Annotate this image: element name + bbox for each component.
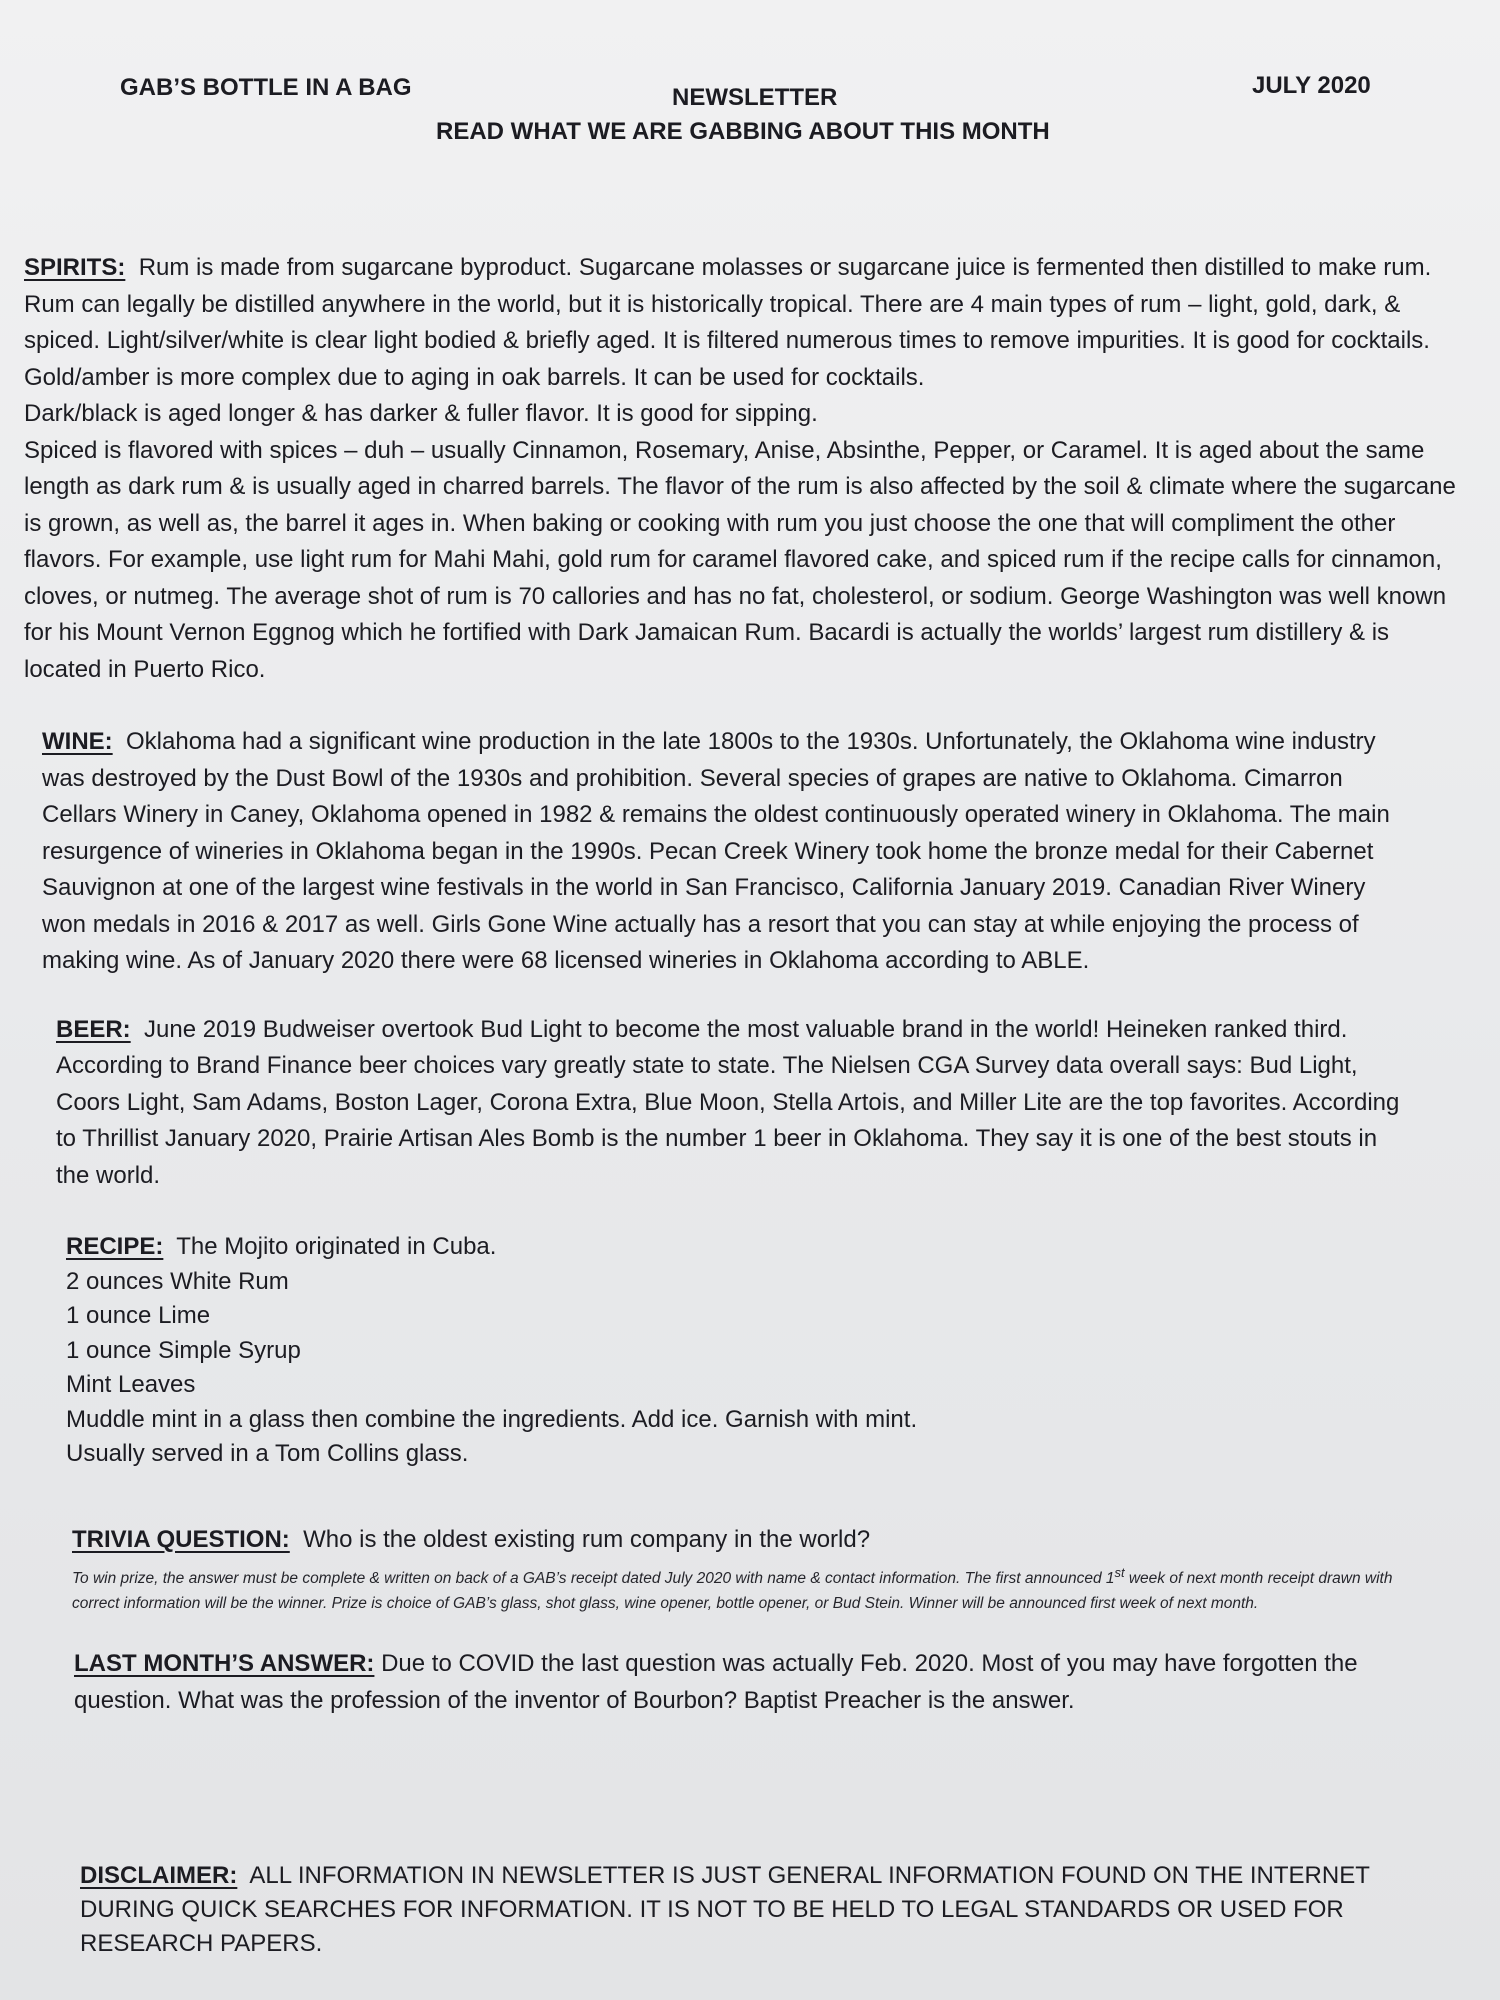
recipe-line: 1 ounce Simple Syrup (66, 1336, 301, 1364)
recipe-heading: RECIPE: (66, 1233, 164, 1260)
spirits-heading: SPIRITS: (24, 254, 126, 281)
spirits-dark: Dark/black is aged longer & has darker & fuller flavor. It is good for sipping. (24, 400, 818, 427)
trivia-rules-part1: To win prize, the answer must be complete & written on back of a GAB’s receipt dated July 2020 with name & contact information. The first announced 1 (72, 1570, 1115, 1588)
beer-heading: BEER: (56, 1015, 131, 1043)
trivia-question-line (72, 1522, 1396, 1559)
beer-section (56, 1012, 1406, 1195)
tagline: READ WHAT WE ARE GABBING ABOUT THIS MONTH (436, 118, 1050, 145)
spirits-spiced: Spiced is flavored with spices – duh – usually Cinnamon, Rosemary, Anise, Absinthe, Pepper, or Caramel. It is aged about the same length as dark rum & is usually aged in charred barrels. The flavor of the rum is also affected by the soil & climate where the sugarcane is grown, as well as, the barrel it ages in. When baking or cooking with rum you just choose the one that will compliment the other flavors. For example, use light rum for Mahi Mahi, gold rum for caramel flavored cake, and spiced rum if the recipe calls for cinnamon, cloves, or nutmeg. The average shot of rum is 70 callories and has no fat, cholesterol, or sodium. George Washington was well known for his Mount Vernon Eggnog which he fortified with Dark Jamaican Rum. Bacardi is actually the worlds’ largest rum distillery & is located in Puerto Rico. (24, 436, 1456, 683)
recipe-intro-line (66, 1230, 1396, 1265)
last-answer-section (74, 1646, 1386, 1719)
recipe-line: Usually served in a Tom Collins glass. (66, 1440, 469, 1467)
recipe-line: Mint Leaves (66, 1371, 196, 1398)
last-answer-body: Due to COVID the last question was actually Feb. 2020. Most of you may have forgotten the question. What was the profession of the inventor of Bourbon? Baptist Preacher is the answer. (74, 1650, 1358, 1714)
trivia-rules-part2: week of next month receipt drawn with correct information will be the winner. Prize is choice of GAB’s glass, shot glass, wine opener, bottle opener, or Bud Stein. Winner will be announced first week of next month. (72, 1570, 1393, 1613)
recipe-line: 1 ounce Lime (66, 1302, 211, 1329)
wine-section (42, 724, 1416, 980)
spirits-intro: Rum is made from sugarcane byproduct. Sugarcane molasses or sugarcane juice is fermented then distilled to make rum. Rum can legally be distilled anywhere in the world, but it is historically tropical. There are 4 main types of rum – light, gold, dark, & spiced. Light/silver/white is clear light bodied & briefly aged. It is filtered numerous times to remove impurities. It is good for cocktails. (24, 254, 1432, 354)
wine-heading: WINE: (42, 728, 113, 755)
spirits-section (24, 250, 1456, 688)
trivia-heading: TRIVIA QUESTION: (72, 1525, 290, 1553)
recipe-line: 2 ounces White Rum (66, 1267, 289, 1295)
disclaimer-body: ALL INFORMATION IN NEWSLETTER IS JUST GENERAL INFORMATION FOUND ON THE INTERNET DURING QUICK SEARCHES FOR INFORMATION. IT IS NOT TO BE HELD TO LEGAL STANDARDS OR USED FOR RESEARCH PAPERS. (80, 1862, 1370, 1958)
recipe-section (66, 1230, 1396, 1472)
wine-body: Oklahoma had a significant wine production in the late 1800s to the 1930s. Unfortunately, the Oklahoma wine industry was destroyed by the Dust Bowl of the 1930s and prohibition. Several species of grapes are native to Oklahoma. Cimarron Cellars Winery in Caney, Oklahoma opened in 1982 & remains the oldest continuously operated winery in Oklahoma. The main resurgence of wineries in Oklahoma began in the 1990s. Pecan Creek Winery took home the bronze medal for their Cabernet Sauvignon at one of the largest wine festivals in the world in San Francisco, California January 2019. Canadian River Winery won medals in 2016 & 2017 as well. Girls Gone Wine actually has a resort that you can stay at while enjoying the process of making wine. As of January 2020 there were 68 licensed wineries in Oklahoma according to ABLE. (42, 728, 1390, 974)
trivia-section (72, 1522, 1396, 1617)
issue-date: JULY 2020 (1252, 72, 1371, 99)
masthead (40, 72, 1456, 152)
recipe-line: Muddle mint in a glass then combine the ingredients. Add ice. Garnish with mint. (66, 1405, 918, 1433)
last-answer-heading: LAST MONTH’S ANSWER: (74, 1650, 375, 1678)
newsletter-label: NEWSLETTER (672, 84, 838, 111)
business-name: GAB’S BOTTLE IN A BAG (120, 74, 412, 101)
recipe-intro: The Mojito originated in Cuba. (176, 1233, 497, 1260)
spirits-intro-paragraph (24, 250, 1456, 360)
spirits-gold: Gold/amber is more complex due to aging in oak barrels. It can be used for cocktails. (24, 363, 925, 391)
trivia-rules (72, 1560, 1396, 1616)
disclaimer-heading: DISCLAIMER: (80, 1862, 238, 1890)
beer-body: June 2019 Budweiser overtook Bud Light to become the most valuable brand in the world! Heineken ranked third. According to Brand Finance beer choices vary greatly state to state. The Nielsen CGA Survey data overall says: Bud Light, Coors Light, Sam Adams, Boston Lager, Corona Extra, Blue Moon, Stella Artois, and Miller Lite are the top favorites. According to Thrillist January 2020, Prairie Artisan Ales Bomb is the number 1 beer in Oklahoma. They say it is one of the best stouts in the world. (56, 1015, 1400, 1189)
trivia-rules-sup: st (1114, 1565, 1125, 1580)
disclaimer-section (80, 1859, 1386, 1961)
trivia-question: Who is the oldest existing rum company in the world? (303, 1525, 871, 1553)
